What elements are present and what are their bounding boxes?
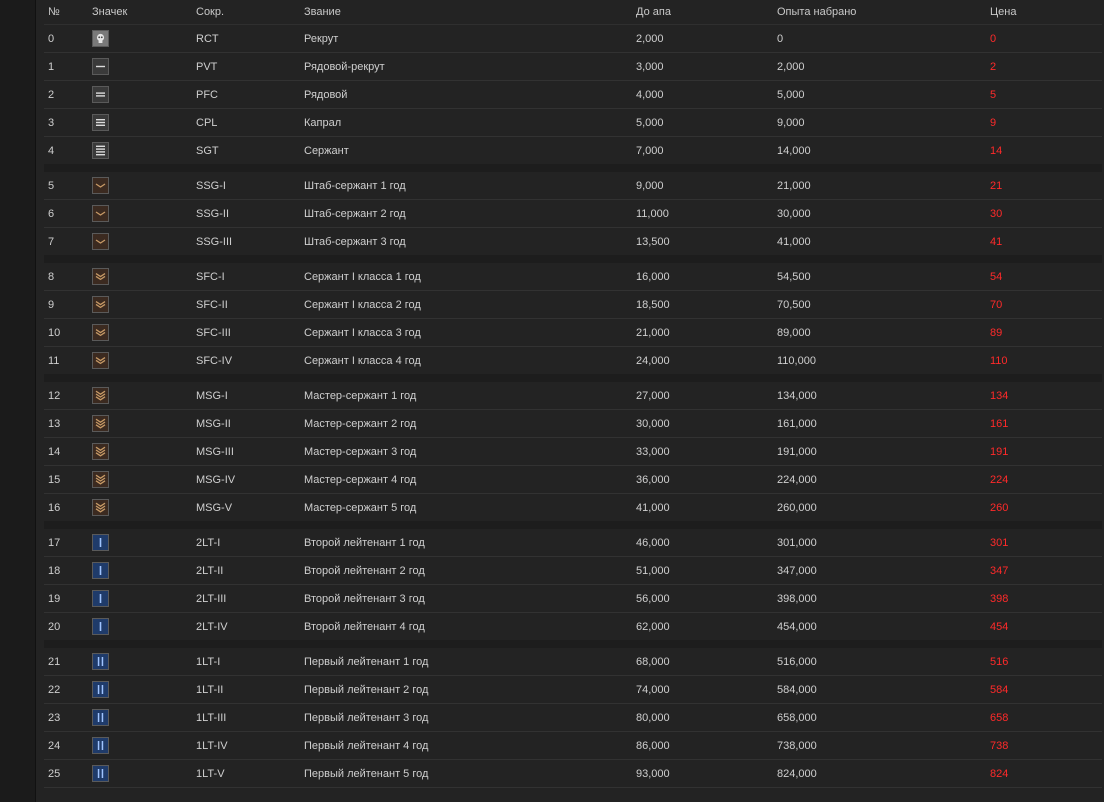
rank-number: 1 xyxy=(44,53,92,81)
table-row xyxy=(44,81,1102,109)
rank-title: Второй лейтенант 3 год xyxy=(304,585,636,613)
rank-number: 22 xyxy=(44,676,92,704)
master-sergeant-chevron-icon xyxy=(92,387,109,404)
xp-to-next-rank: 74,000 xyxy=(636,676,777,704)
rank-number: 18 xyxy=(44,557,92,585)
xp-accumulated: 134,000 xyxy=(777,378,990,410)
rank-badge-cell xyxy=(92,676,196,704)
xp-to-next-rank: 30,000 xyxy=(636,410,777,438)
xp-to-next-rank: 51,000 xyxy=(636,557,777,585)
xp-to-next-rank: 41,000 xyxy=(636,494,777,526)
xp-to-next-rank: 62,000 xyxy=(636,613,777,645)
rank-number: 6 xyxy=(44,200,92,228)
xp-accumulated: 301,000 xyxy=(777,525,990,557)
table-row xyxy=(44,704,1102,732)
first-lieutenant-bars-icon xyxy=(92,653,109,670)
master-sergeant-chevron-icon xyxy=(92,443,109,460)
rank-price: 738 xyxy=(990,732,1102,760)
first-lieutenant-bars-icon xyxy=(92,681,109,698)
xp-to-next-rank: 33,000 xyxy=(636,438,777,466)
rank-abbreviation: SFC-IV xyxy=(196,347,304,379)
rank-title: Сержант I класса 2 год xyxy=(304,291,636,319)
rank-badge-cell xyxy=(92,466,196,494)
xp-to-next-rank: 7,000 xyxy=(636,137,777,169)
xp-to-next-rank: 36,000 xyxy=(636,466,777,494)
rank-price: 89 xyxy=(990,319,1102,347)
table-row xyxy=(44,109,1102,137)
rank-abbreviation: 1LT-III xyxy=(196,704,304,732)
xp-accumulated: 89,000 xyxy=(777,319,990,347)
rank-badge-cell xyxy=(92,525,196,557)
rank-title: Мастер-сержант 5 год xyxy=(304,494,636,526)
xp-to-next-rank: 56,000 xyxy=(636,585,777,613)
staff-sergeant-chevron-icon xyxy=(92,233,109,250)
rank-number: 3 xyxy=(44,109,92,137)
xp-to-next-rank: 86,000 xyxy=(636,732,777,760)
rank-table-body xyxy=(44,25,1102,788)
rank-title: Первый лейтенант 1 год xyxy=(304,644,636,676)
table-row xyxy=(44,760,1102,788)
rank-badge-cell xyxy=(92,732,196,760)
rank-table-panel xyxy=(36,0,1104,802)
rank-number: 19 xyxy=(44,585,92,613)
rank-title: Сержант I класса 1 год xyxy=(304,259,636,291)
xp-accumulated: 191,000 xyxy=(777,438,990,466)
rank-abbreviation: RCT xyxy=(196,25,304,53)
rank-abbreviation: 2LT-I xyxy=(196,525,304,557)
rank-abbreviation: MSG-V xyxy=(196,494,304,526)
rank-abbreviation: 2LT-II xyxy=(196,557,304,585)
xp-to-next-rank: 24,000 xyxy=(636,347,777,379)
rank-title: Рядовой xyxy=(304,81,636,109)
sergeant-four-bars-icon xyxy=(92,142,109,159)
xp-accumulated: 584,000 xyxy=(777,676,990,704)
rank-title: Первый лейтенант 2 год xyxy=(304,676,636,704)
staff-sergeant-chevron-icon xyxy=(92,177,109,194)
rank-price: 347 xyxy=(990,557,1102,585)
rank-number: 9 xyxy=(44,291,92,319)
rank-badge-cell xyxy=(92,438,196,466)
xp-to-next-rank: 5,000 xyxy=(636,109,777,137)
rank-badge-cell xyxy=(92,494,196,526)
table-row xyxy=(44,319,1102,347)
rank-title: Второй лейтенант 2 год xyxy=(304,557,636,585)
table-header-row xyxy=(44,0,1102,25)
rank-price: 301 xyxy=(990,525,1102,557)
rank-number: 10 xyxy=(44,319,92,347)
rank-number: 14 xyxy=(44,438,92,466)
rank-number: 8 xyxy=(44,259,92,291)
staff-sergeant-chevron-icon xyxy=(92,205,109,222)
rank-title: Первый лейтенант 4 год xyxy=(304,732,636,760)
column-header-num: № xyxy=(44,0,92,25)
xp-accumulated: 14,000 xyxy=(777,137,990,169)
rank-abbreviation: SSG-II xyxy=(196,200,304,228)
rank-price: 584 xyxy=(990,676,1102,704)
rank-abbreviation: 1LT-I xyxy=(196,644,304,676)
private-one-bar-icon xyxy=(92,58,109,75)
rank-abbreviation: SSG-I xyxy=(196,168,304,200)
rank-price: 110 xyxy=(990,347,1102,379)
rank-abbreviation: SGT xyxy=(196,137,304,169)
xp-to-next-rank: 93,000 xyxy=(636,760,777,788)
second-lieutenant-bar-icon xyxy=(92,618,109,635)
rank-abbreviation: MSG-II xyxy=(196,410,304,438)
rank-price: 516 xyxy=(990,644,1102,676)
rank-title: Мастер-сержант 1 год xyxy=(304,378,636,410)
rank-badge-cell xyxy=(92,347,196,379)
table-row xyxy=(44,53,1102,81)
xp-accumulated: 260,000 xyxy=(777,494,990,526)
rank-title: Сержант I класса 4 год xyxy=(304,347,636,379)
rank-badge-cell xyxy=(92,200,196,228)
rank-abbreviation: SFC-II xyxy=(196,291,304,319)
rank-badge-cell xyxy=(92,259,196,291)
rank-badge-cell xyxy=(92,378,196,410)
xp-to-next-rank: 68,000 xyxy=(636,644,777,676)
table-row xyxy=(44,378,1102,410)
column-header-price: Цена xyxy=(990,0,1102,25)
xp-accumulated: 824,000 xyxy=(777,760,990,788)
rank-title: Мастер-сержант 3 год xyxy=(304,438,636,466)
rank-title: Мастер-сержант 2 год xyxy=(304,410,636,438)
table-row xyxy=(44,525,1102,557)
rank-title: Штаб-сержант 1 год xyxy=(304,168,636,200)
xp-to-next-rank: 21,000 xyxy=(636,319,777,347)
rank-badge-cell xyxy=(92,760,196,788)
rank-badge-cell xyxy=(92,25,196,53)
rank-number: 21 xyxy=(44,644,92,676)
xp-to-next-rank: 4,000 xyxy=(636,81,777,109)
rank-title: Первый лейтенант 3 год xyxy=(304,704,636,732)
rank-number: 15 xyxy=(44,466,92,494)
master-sergeant-chevron-icon xyxy=(92,499,109,516)
table-row xyxy=(44,732,1102,760)
table-row xyxy=(44,259,1102,291)
rank-price: 30 xyxy=(990,200,1102,228)
sergeant-first-class-chevron-icon xyxy=(92,296,109,313)
rank-title: Второй лейтенант 4 год xyxy=(304,613,636,645)
rank-number: 12 xyxy=(44,378,92,410)
table-row xyxy=(44,676,1102,704)
sergeant-first-class-chevron-icon xyxy=(92,324,109,341)
table-row xyxy=(44,168,1102,200)
table-row xyxy=(44,438,1102,466)
xp-to-next-rank: 2,000 xyxy=(636,25,777,53)
rank-abbreviation: MSG-I xyxy=(196,378,304,410)
xp-accumulated: 9,000 xyxy=(777,109,990,137)
rank-number: 17 xyxy=(44,525,92,557)
table-row xyxy=(44,557,1102,585)
rank-title: Сержант xyxy=(304,137,636,169)
sergeant-first-class-chevron-icon xyxy=(92,352,109,369)
rank-badge-cell xyxy=(92,613,196,645)
rank-price: 2 xyxy=(990,53,1102,81)
rank-number: 20 xyxy=(44,613,92,645)
xp-to-next-rank: 16,000 xyxy=(636,259,777,291)
rank-price: 191 xyxy=(990,438,1102,466)
xp-to-next-rank: 3,000 xyxy=(636,53,777,81)
xp-accumulated: 738,000 xyxy=(777,732,990,760)
rank-price: 454 xyxy=(990,613,1102,645)
rank-title: Капрал xyxy=(304,109,636,137)
table-row xyxy=(44,585,1102,613)
rank-price: 41 xyxy=(990,228,1102,260)
rank-badge-cell xyxy=(92,704,196,732)
rank-number: 0 xyxy=(44,25,92,53)
xp-to-next-rank: 27,000 xyxy=(636,378,777,410)
rank-abbreviation: SFC-I xyxy=(196,259,304,291)
rank-badge-cell xyxy=(92,410,196,438)
rank-badge-cell xyxy=(92,81,196,109)
master-sergeant-chevron-icon xyxy=(92,415,109,432)
rank-title: Штаб-сержант 2 год xyxy=(304,200,636,228)
private-two-bars-icon xyxy=(92,86,109,103)
rank-number: 16 xyxy=(44,494,92,526)
rank-number: 13 xyxy=(44,410,92,438)
rank-abbreviation: MSG-III xyxy=(196,438,304,466)
xp-accumulated: 30,000 xyxy=(777,200,990,228)
rank-title: Первый лейтенант 5 год xyxy=(304,760,636,788)
xp-to-next-rank: 80,000 xyxy=(636,704,777,732)
rank-number: 24 xyxy=(44,732,92,760)
table-row xyxy=(44,200,1102,228)
xp-to-next-rank: 18,500 xyxy=(636,291,777,319)
rank-badge-cell xyxy=(92,644,196,676)
rank-badge-cell xyxy=(92,585,196,613)
column-header-icon: Значек xyxy=(92,0,196,25)
xp-to-next-rank: 46,000 xyxy=(636,525,777,557)
rank-badge-cell xyxy=(92,228,196,260)
table-row xyxy=(44,494,1102,526)
sergeant-first-class-chevron-icon xyxy=(92,268,109,285)
column-header-xp: Опыта набрано xyxy=(777,0,990,25)
first-lieutenant-bars-icon xyxy=(92,765,109,782)
table-row xyxy=(44,347,1102,379)
table-row xyxy=(44,410,1102,438)
second-lieutenant-bar-icon xyxy=(92,590,109,607)
rank-price: 9 xyxy=(990,109,1102,137)
rank-price: 54 xyxy=(990,259,1102,291)
rank-abbreviation: MSG-IV xyxy=(196,466,304,494)
rank-badge-cell xyxy=(92,557,196,585)
first-lieutenant-bars-icon xyxy=(92,737,109,754)
rank-number: 2 xyxy=(44,81,92,109)
rank-abbreviation: 1LT-II xyxy=(196,676,304,704)
xp-accumulated: 21,000 xyxy=(777,168,990,200)
xp-accumulated: 54,500 xyxy=(777,259,990,291)
rank-badge-cell xyxy=(92,53,196,81)
table-row xyxy=(44,466,1102,494)
corporal-three-bars-icon xyxy=(92,114,109,131)
xp-accumulated: 41,000 xyxy=(777,228,990,260)
table-row xyxy=(44,613,1102,645)
xp-to-next-rank: 9,000 xyxy=(636,168,777,200)
left-rail xyxy=(0,0,36,802)
rank-price: 398 xyxy=(990,585,1102,613)
rank-title: Рекрут xyxy=(304,25,636,53)
rank-badge-cell xyxy=(92,137,196,169)
rank-abbreviation: PFC xyxy=(196,81,304,109)
xp-accumulated: 658,000 xyxy=(777,704,990,732)
rank-number: 4 xyxy=(44,137,92,169)
column-header-to-next: До апа xyxy=(636,0,777,25)
rank-abbreviation: CPL xyxy=(196,109,304,137)
xp-accumulated: 0 xyxy=(777,25,990,53)
rank-badge-cell xyxy=(92,319,196,347)
master-sergeant-chevron-icon xyxy=(92,471,109,488)
rank-title: Штаб-сержант 3 год xyxy=(304,228,636,260)
table-row xyxy=(44,291,1102,319)
xp-accumulated: 110,000 xyxy=(777,347,990,379)
rank-title: Сержант I класса 3 год xyxy=(304,319,636,347)
xp-accumulated: 516,000 xyxy=(777,644,990,676)
rank-price: 0 xyxy=(990,25,1102,53)
rank-badge-cell xyxy=(92,109,196,137)
rank-title: Мастер-сержант 4 год xyxy=(304,466,636,494)
rank-price: 70 xyxy=(990,291,1102,319)
xp-accumulated: 454,000 xyxy=(777,613,990,645)
rank-price: 161 xyxy=(990,410,1102,438)
rank-price: 21 xyxy=(990,168,1102,200)
skull-icon xyxy=(92,30,109,47)
column-header-title: Звание xyxy=(304,0,636,25)
table-row xyxy=(44,644,1102,676)
rank-price: 658 xyxy=(990,704,1102,732)
xp-accumulated: 5,000 xyxy=(777,81,990,109)
table-row xyxy=(44,137,1102,169)
xp-accumulated: 398,000 xyxy=(777,585,990,613)
rank-number: 11 xyxy=(44,347,92,379)
table-row xyxy=(44,25,1102,53)
rank-abbreviation: 2LT-IV xyxy=(196,613,304,645)
rank-price: 824 xyxy=(990,760,1102,788)
xp-to-next-rank: 11,000 xyxy=(636,200,777,228)
second-lieutenant-bar-icon xyxy=(92,534,109,551)
xp-to-next-rank: 13,500 xyxy=(636,228,777,260)
rank-price: 224 xyxy=(990,466,1102,494)
xp-accumulated: 161,000 xyxy=(777,410,990,438)
rank-title: Рядовой-рекрут xyxy=(304,53,636,81)
rank-badge-cell xyxy=(92,168,196,200)
table-row xyxy=(44,228,1102,260)
rank-badge-cell xyxy=(92,291,196,319)
first-lieutenant-bars-icon xyxy=(92,709,109,726)
column-header-abbr: Сокр. xyxy=(196,0,304,25)
rank-abbreviation: SFC-III xyxy=(196,319,304,347)
second-lieutenant-bar-icon xyxy=(92,562,109,579)
rank-number: 23 xyxy=(44,704,92,732)
rank-abbreviation: 2LT-III xyxy=(196,585,304,613)
rank-number: 25 xyxy=(44,760,92,788)
xp-accumulated: 224,000 xyxy=(777,466,990,494)
xp-accumulated: 70,500 xyxy=(777,291,990,319)
rank-title: Второй лейтенант 1 год xyxy=(304,525,636,557)
xp-accumulated: 347,000 xyxy=(777,557,990,585)
rank-number: 7 xyxy=(44,228,92,260)
rank-abbreviation: 1LT-IV xyxy=(196,732,304,760)
rank-price: 5 xyxy=(990,81,1102,109)
rank-number: 5 xyxy=(44,168,92,200)
rank-price: 134 xyxy=(990,378,1102,410)
rank-price: 14 xyxy=(990,137,1102,169)
xp-accumulated: 2,000 xyxy=(777,53,990,81)
rank-abbreviation: PVT xyxy=(196,53,304,81)
rank-abbreviation: 1LT-V xyxy=(196,760,304,788)
rank-price: 260 xyxy=(990,494,1102,526)
rank-abbreviation: SSG-III xyxy=(196,228,304,260)
rank-table xyxy=(44,0,1102,788)
